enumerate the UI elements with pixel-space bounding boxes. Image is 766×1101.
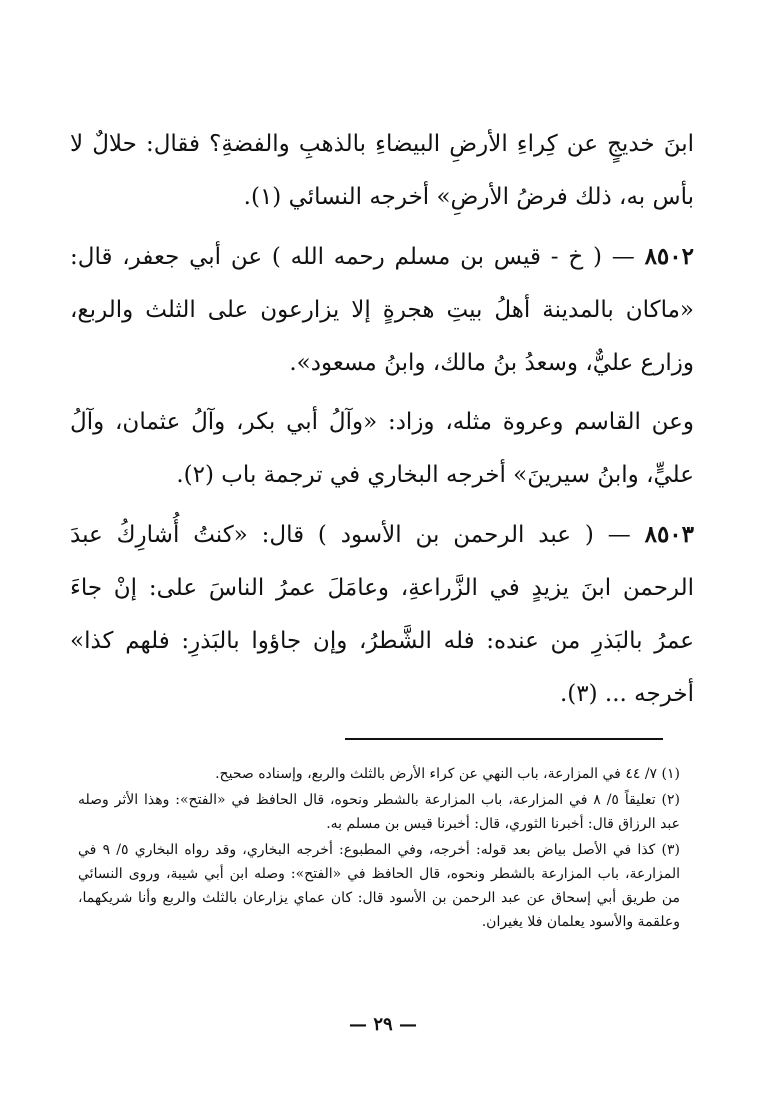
hadith-8502 bbox=[70, 230, 694, 390]
footnote-1: (١) ٧/ ٤٤ في المزارعة، باب النهي عن كراء الأرض بالثلث والربع، وإسناده صحيح. bbox=[215, 766, 680, 782]
footnote-3: (٣) كذا في الأصل بياض بعد قوله: أخرجه، وفي المطبوع: أخرجه البخاري، وقد رواه البخاري ٥/ ٩ في المزارعة، باب المزارعة بالشطر ونحوه، قال الحافظ في «الفتح»: وصله ابن أبي شيبة، وروى النسائي من طريق أبي إسحاق عن عبد الرحمن بن الأسود قال: كان عماي يزارعان بالثلث والربع وأنا شريكهما، وعلقمة والأسود يعلمان فلا يغيران. bbox=[78, 842, 680, 930]
footnote-divider bbox=[345, 738, 663, 740]
footnotes bbox=[78, 760, 680, 936]
hadith-text: — ( عبد الرحمن بن الأسود ) قال: «كنتُ أُشارِكُ عبدَ الرحمن ابنَ يزيدٍ في الزَّراعةِ، وعامَلَ عمرُ الناسَ على: إنْ جاءَ عمرُ بالبَذرِ من عنده: فله الشَّطرُ، وإن جاؤوا بالبَذرِ: فلهم كذا» أخرجه ... (٣). bbox=[70, 522, 694, 707]
main-text bbox=[70, 118, 694, 727]
hadith-number: ٨٥٠٣ bbox=[644, 521, 695, 548]
page-number: — ٢٩ — bbox=[349, 1014, 417, 1035]
hadith-8503 bbox=[70, 508, 694, 721]
paragraph-1: ابنَ خديجٍ عن كِراءِ الأرضِ البيضاءِ بالذهبِ والفضةِ؟ فقال: حلالٌ لا بأس به، ذلك فرضُ الأرضِ» أخرجه النسائي (١). bbox=[70, 131, 694, 210]
hadith-text: — ( خ - قيس بن مسلم رحمه الله ) عن أبي جعفر، قال: «ماكان بالمدينة أهلُ بيتِ هجرةٍ إلا يزارعون على الثلث والربع، وزارع عليٌّ، وسعدُ بنُ مالك، وابنُ مسعود». bbox=[70, 244, 694, 376]
paragraph-3: وعن القاسم وعروة مثله، وزاد: «وآلُ أبي بكر، وآلُ عثمان، وآلُ عليٍّ، وابنُ سيرينَ» أخرجه البخاري في ترجمة باب (٢). bbox=[70, 409, 694, 488]
footnote-2: (٢) تعليقاً ٥/ ٨ في المزارعة، باب المزارعة بالشطر ونحوه، قال الحافظ في «الفتح»: وهذا الأثر وصله عبد الرزاق قال: أخبرنا الثوري، قال: أخبرنا قيس بن مسلم به. bbox=[78, 792, 681, 832]
hadith-number: ٨٥٠٢ bbox=[644, 243, 694, 270]
